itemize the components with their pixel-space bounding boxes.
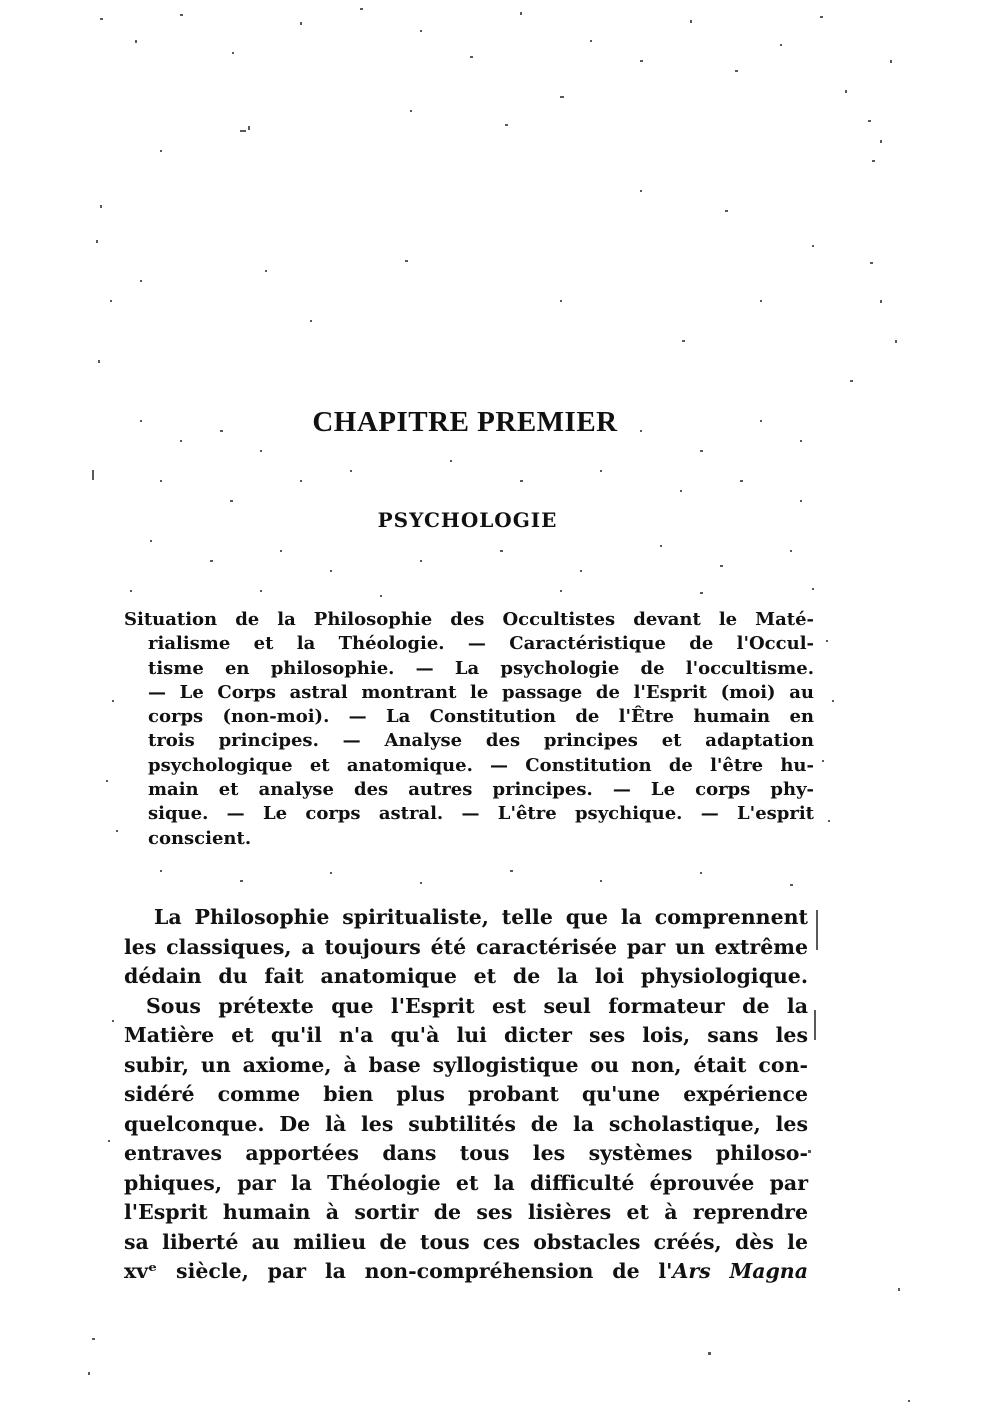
summary-line: trois principes. — Analyse des principes et adaptation (148, 730, 814, 752)
summary-line: tisme en philosophie. — La psychologie de l'occultisme. (148, 657, 814, 679)
chapter-heading: CHAPITRE PREMIER (312, 406, 618, 438)
summary-line: conscient. (148, 827, 252, 849)
body-line: Matière et qu'il n'a qu'à lui dicter ses lois, sans les (124, 1023, 808, 1047)
body-line: quelconque. De là les subtilités de la scholastique, les (124, 1111, 808, 1136)
body-line: les classiques, a toujours été caractérisée par un extrême (124, 934, 808, 959)
summary-line: Situation de la Philosophie des Occultistes devant le Maté- (124, 609, 814, 630)
summary-line: sique. — Le corps astral. — L'être psychique. — L'esprit (148, 803, 814, 825)
summary-line: rialisme et la Théologie. — Caractéristique de l'Occul- (148, 633, 814, 655)
summary-line: main et analyse des autres principes. — Le corps phy- (148, 779, 814, 801)
body-line: Sous prétexte que l'Esprit est seul formateur de la (146, 993, 808, 1018)
ars-magna-italic: Ars Magna (672, 1259, 808, 1283)
summary-line: psychologique et anatomique. — Constitution de l'être hu- (148, 754, 814, 776)
body-line: entraves apportées dans tous les systèmes philoso- (124, 1141, 808, 1165)
body-line: dédain du fait anatomique et de la loi physiologique. (124, 964, 808, 988)
summary-line: — Le Corps astral montrant le passage de l'Esprit (moi) au (148, 681, 814, 703)
body-line: La Philosophie spiritualiste, telle que la comprennent (154, 905, 808, 929)
body-line: phiques, par la Théologie et la difficulté éprouvée par (124, 1170, 808, 1195)
body-line: subir, un axiome, à base syllogistique ou non, était con- (124, 1052, 808, 1077)
body-line: l'Esprit humain à sortir de ses lisières et à reprendre (124, 1200, 808, 1224)
body-paragraph (124, 903, 808, 1287)
summary-line: corps (non-moi). — La Constitution de l'Être humain en (148, 706, 814, 728)
body-line-last (124, 1257, 808, 1287)
chapter-summary (124, 608, 814, 851)
body-line: sa liberté au milieu de tous ces obstacles créés, dès le (124, 1229, 808, 1254)
chapter-title: PSYCHOLOGIE (377, 508, 558, 532)
body-line: sidéré comme bien plus probant qu'une expérience (124, 1082, 808, 1106)
body-line-last-text: xvᵉ siècle, par la non-compréhension de l' (124, 1259, 673, 1283)
